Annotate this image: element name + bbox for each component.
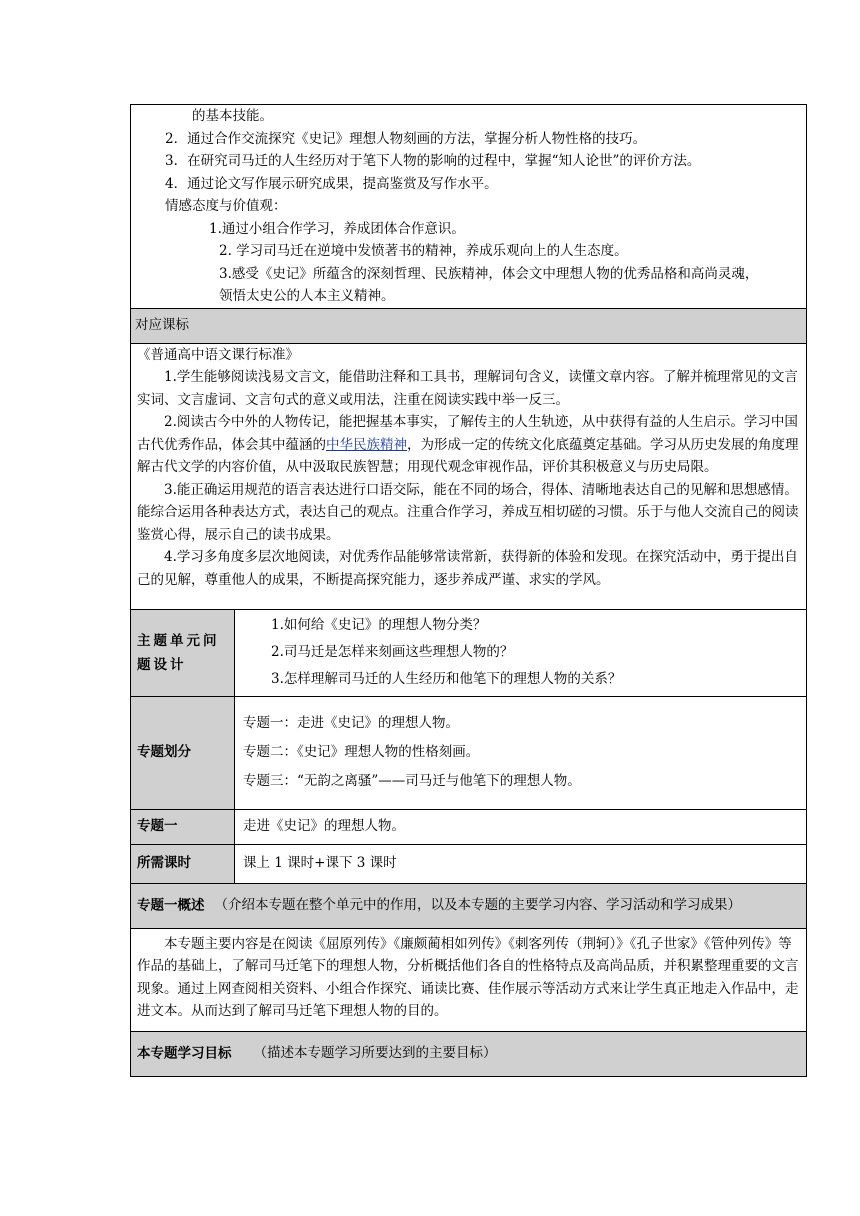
overview-header — [131, 883, 807, 928]
unit-question-2: 2.司马迁是怎样来刻画这些理想人物的？ — [271, 643, 514, 660]
topic-division-2: 专题二：《史记》理想人物的性格刻画。 — [243, 744, 480, 760]
topic-one-label: 专题一 — [131, 809, 235, 844]
objective-item-3: 3．在研究司马迁的人生经历对于笔下人物的影响的过程中，掌握“知人论世”的评价方法。 — [165, 153, 701, 169]
standard-paragraph-4: 4.学习多角度多层次地阅读，对优秀作品能够常读常新，获得新的体验和发现。在探究活动中，勇于提出自己的见解，尊重他人的成果，不断提高探究能力，逐步养成严谨、求实的学风。 — [137, 549, 798, 588]
objective-line-0: 的基本技能。 — [192, 108, 273, 124]
topic-division-3: 专题三：“无韵之离骚”——司马迁与他笔下的理想人物。 — [243, 773, 581, 789]
lesson-plan-table — [130, 104, 807, 1077]
overview-header-row — [131, 883, 807, 928]
standard-source: 《普通高中语文课行标准》 — [137, 346, 299, 363]
hours-label: 所需课时 — [131, 844, 235, 883]
overview-body-row — [131, 928, 807, 1031]
unit-questions-label: 主题单元问题设计 — [131, 609, 235, 696]
emotion-item-2: 2. 学习司马迁在逆境中发愤著书的精神，养成乐观向上的人生态度。 — [219, 243, 628, 259]
topic-division-1: 专题一：走进《史记》的理想人物。 — [243, 715, 459, 731]
standard-header: 对应课标 — [131, 308, 807, 343]
topic-one-row — [131, 809, 807, 844]
standard-paragraph-1: 1.学生能够阅读浅易文言文，能借助注释和工具书，理解词句含义，读懂文章内容。了解并梳理常见的文言实词、文言虚词、文言句式的意义或用法，注重在阅读实践中举一反三。 — [137, 369, 798, 408]
unit-question-3: 3.怎样理解司马迁的人生经历和他笔下的理想人物的关系？ — [271, 670, 622, 687]
standard-paragraph-2 — [137, 411, 800, 479]
standard-paragraph-3: 3.能正确运用规范的语言表达进行口语交际，能在不同的场合，得体、清晰地表达自己的见解和思想感情。能综合运用各种表达方式，表达自己的观点。注重合作学习，养成互相切磋的习惯。乐于与他人交流自己的阅读鉴赏心得，展示自己的读书成果。 — [137, 481, 799, 543]
standard-content — [131, 343, 807, 609]
topic-one-value: 走进《史记》的理想人物。 — [235, 809, 807, 844]
unit-question-1: 1.如何给《史记》的理想人物分类？ — [271, 616, 487, 633]
emotion-heading: 情感态度与价值观： — [165, 198, 287, 214]
goals-header-row — [131, 1031, 807, 1076]
objective-item-4: 4．通过论文写作展示研究成果，提高鉴赏及写作水平。 — [165, 175, 498, 192]
overview-note: （介绍本专题在整个单元中的作用，以及本专题的主要学习内容、学习活动和学习成果） — [214, 897, 741, 914]
standard-content-row — [131, 343, 807, 609]
objectives-row — [131, 105, 807, 309]
emotion-item-1: 1.通过小组合作学习，养成团体合作意识。 — [209, 220, 465, 237]
standard-paragraph-2-before: 2.阅读古今中外的人物传记，能把握基本事实，了解传主的人生轨迹，从中获得有益的人生启示。学习中国古代优秀作品，体会其中蕴涵的 — [137, 414, 798, 453]
unit-questions-list — [235, 609, 807, 696]
hours-value: 课上 1 课时+课下 3 课时 — [235, 844, 807, 883]
topic-division-list — [235, 696, 807, 809]
standard-paragraph-2-after: ，为形成一定的传统文化底蕴奠定基础。学习从历史发展的角度理解古代文学的内容价值，从中汲取民族智慧；用现代观念审视作品，评价其积极意义与历史局限。 — [137, 436, 799, 475]
objective-item-2: 2．通过合作交流探究《史记》理想人物刻画的方法，掌握分析人物性格的技巧。 — [165, 130, 647, 147]
overview-body-cell — [131, 928, 807, 1031]
national-spirit-link[interactable]: 中华民族精神 — [326, 436, 407, 453]
topic-division-row — [131, 696, 807, 809]
hours-row — [131, 844, 807, 883]
goals-label: 本专题学习目标 — [137, 1045, 232, 1062]
emotion-item-3b: 领悟太史公的人本主义精神。 — [219, 288, 395, 304]
overview-body: 本专题主要内容是在阅读《屈原列传》《廉颇蔺相如列传》《刺客列传（荆轲）》《孔子世家》《管仲列传》等作品的基础上，了解司马迁笔下的理想人物，分析概括他们各自的性格特点及高尚品质，并积累整理重要的文言现象。通过上网查阅相关资料、小组合作探究、诵读比赛、佳作展示等活动方式来让学生真正地走入作品中，走进文本。从而达到了解司马迁笔下理想人物的目的。 — [137, 935, 799, 1019]
standard-header-row — [131, 308, 807, 343]
objectives-cell — [131, 105, 807, 309]
goals-note: （描述本专题学习所要达到的主要目标） — [253, 1045, 497, 1062]
topic-division-label: 专题划分 — [131, 696, 235, 809]
overview-label: 专题一概述 — [137, 897, 205, 914]
unit-questions-row — [131, 609, 807, 696]
emotion-item-3a: 3.感受《史记》所蕴含的深刻哲理、民族精神，体会文中理想人物的优秀品格和高尚灵魂， — [219, 265, 759, 282]
goals-header — [131, 1031, 807, 1076]
